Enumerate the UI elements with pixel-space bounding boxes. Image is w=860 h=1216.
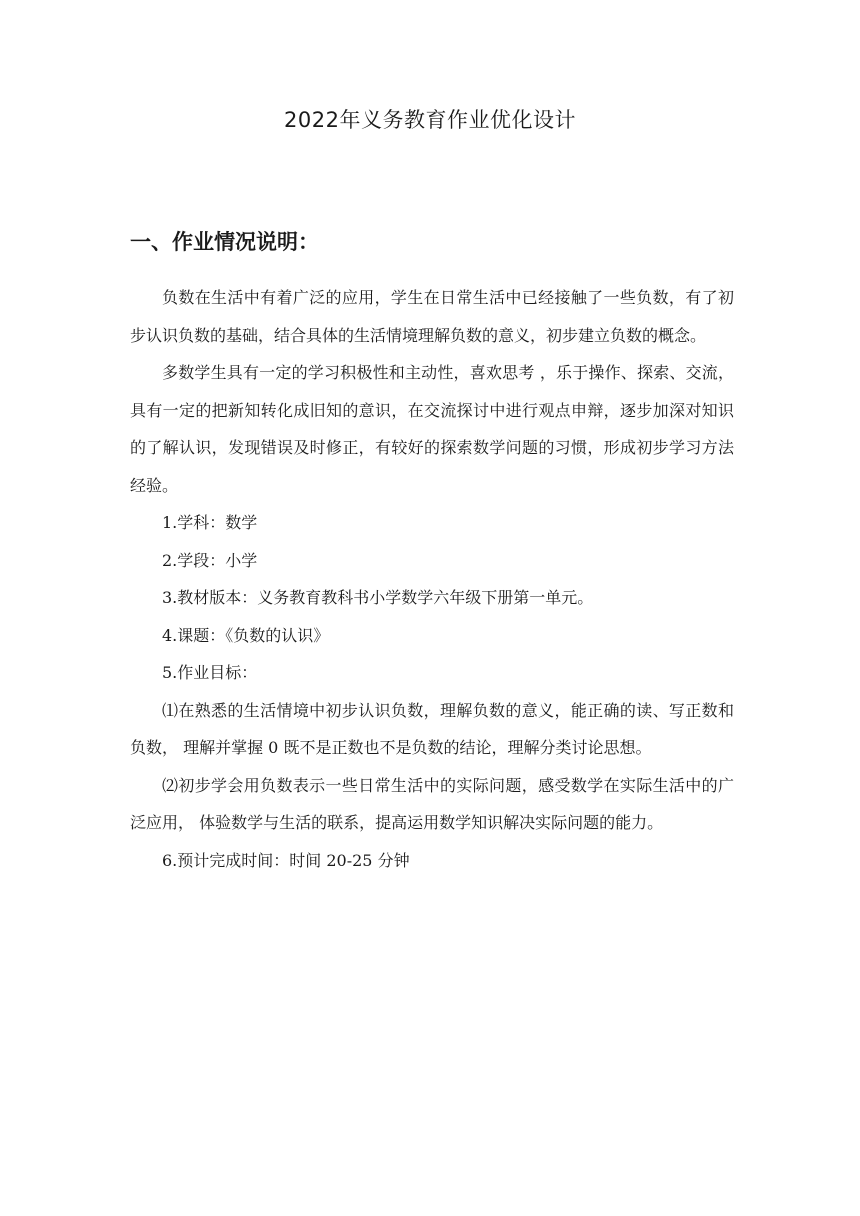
section-heading: 一、作业情况说明： (130, 230, 319, 254)
document-body (130, 279, 734, 879)
document-title: 2022年义务教育作业优化设计 (284, 108, 576, 132)
paragraph-intro: 负数在生活中有着广泛的应用，学生在日常生活中已经接触了一些负数，有了初步认识负数的基础，结合具体的生活情境理解负数的意义，初步建立负数的概念。 (130, 288, 734, 345)
item-textbook: 3.教材版本：义务教育教科书小学数学六年级下册第一单元。 (162, 588, 594, 607)
item-goal-1: ⑴在熟悉的生活情境中初步认识负数，理解负数的意义，能正确的读、写正数和负数， 理解并掌握 0 既不是正数也不是负数的结论，理解分类讨论思想。 (130, 700, 734, 757)
item-goals-label: 5.作业目标： (162, 663, 258, 682)
item-time: 6.预计完成时间：时间 20-25 分钟 (162, 850, 410, 870)
item-goal-2: ⑵初步学会用负数表示一些日常生活中的实际问题，感受数学在实际生活中的广泛应用， 体验数学与生活的联系，提高运用数学知识解决实际问题的能力。 (130, 775, 734, 832)
item-subject: 1.学科：数学 (162, 513, 258, 532)
item-stage: 2.学段：小学 (162, 550, 258, 570)
paragraph-students: 多数学生具有一定的学习积极性和主动性，喜欢思考 ，乐于操作、探索、交流，具有一定的把新知转化成旧知的意识，在交流探讨中进行观点申辩，逐步加深对知识的了解认识，发现错误及时修正，有较好的探索数学问题的习惯，形成初步学习方法经验。 (130, 363, 734, 495)
item-topic: 4.课题：《负数的认识》 (162, 625, 330, 645)
